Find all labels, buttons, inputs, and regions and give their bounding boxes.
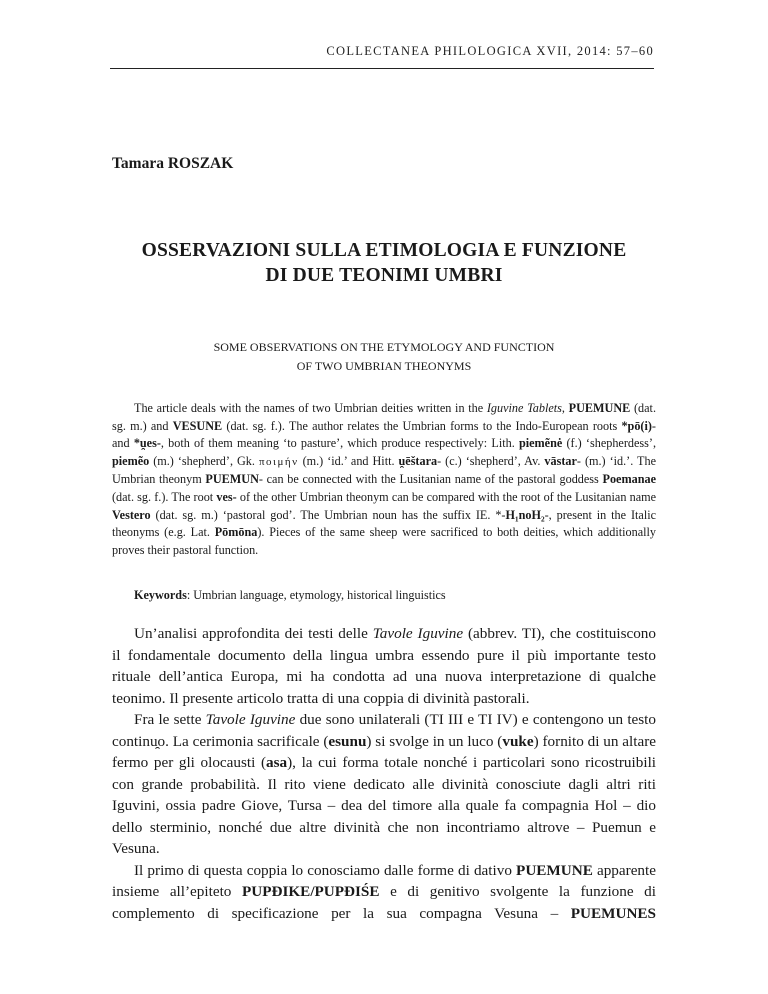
abstract-term: VESUNE xyxy=(172,418,223,433)
body-term: esunu xyxy=(328,732,367,750)
body-text-run: ) si svolge in un luco ( xyxy=(366,732,503,750)
abstract-text: (f.) ‘shepherdess’, xyxy=(562,436,656,451)
abstract-term: piemẽo xyxy=(112,453,150,468)
body-italic: Tavole Iguvine xyxy=(205,711,296,728)
subtitle-line-1: SOME OBSERVATIONS ON THE ETYMOLOGY AND FUNCTION xyxy=(213,340,555,354)
abstract-text: (dat. sg. m.) and xyxy=(112,401,656,433)
abstract-text: - and xyxy=(112,418,656,451)
abstract-term: *u̯es- xyxy=(133,436,161,451)
body-text-run: e di genitivo svolgente la funzione di complemento di specificazione per la sua compagna Vesuna – xyxy=(112,883,656,922)
body-text-run: due sono unilaterali (TI III e TI IV) e contengono un testo continu̯o. La cerimonia sacrificale ( xyxy=(112,711,656,750)
abstract-text: - (m.) ‘id.’. The Umbrian theonym xyxy=(112,453,656,487)
abstract-term: *pō(i) xyxy=(621,418,652,433)
abstract-term: u̯ēštara xyxy=(398,453,438,468)
keywords-label: Keywords xyxy=(134,588,187,602)
abstract-greek: ποιμήν xyxy=(258,455,299,468)
body-text-run: ) fornito di un altare fermo per gli olocausti ( xyxy=(112,732,656,771)
abstract-text: - can be connected with the Lusitanian name of the pastoral goddess xyxy=(258,472,603,487)
body-text-run: Fra le sette xyxy=(134,711,206,728)
subtitle-line-2: OF TWO UMBRIAN THEONYMS xyxy=(296,359,472,373)
abstract-text: (dat. sg. m.) ‘pastoral god’. The Umbrian noun has the suffix IE. *- xyxy=(150,507,506,522)
author-name: Tamara ROSZAK xyxy=(112,155,234,172)
body-paragraph-1 xyxy=(112,623,656,709)
article-title xyxy=(108,238,660,288)
abstract-text: , both of them meaning ‘to pasture’, which produce respectively: Lith. xyxy=(160,436,519,451)
abstract-term: PUEMUN xyxy=(205,472,259,487)
abstract-term: PUEMUNE xyxy=(568,401,631,415)
body-term: asa xyxy=(266,754,288,771)
abstract-term: ves- xyxy=(216,489,237,504)
body-term: PUEMUNE xyxy=(516,861,593,879)
abstract-term: Vestero xyxy=(112,507,151,522)
body-text xyxy=(112,623,656,924)
body-text-run: ), la cui forma totale nonché i particolari sono ricostruibili con grande probabilità. Il rito viene dedicato alle divinità conosciute dagli altri riti Iguvini, ossia padre Giove, Tursa – dea del timore alla quale fa compagnia Hol – dio dello sterminio, nonché due altre divinità che non incontriamo altrove – Puemun e Vesuna. xyxy=(112,754,657,857)
abstract-text: (dat. sg. f.). The author relates the Umbrian forms to the Indo-European roots xyxy=(222,418,622,433)
abstract-text: - (c.) ‘shepherd’, Av. xyxy=(437,453,545,468)
abstract-text: ). Pieces of the same sheep were sacrificed to both deities, which additionally proves their pastoral function. xyxy=(112,525,656,557)
abstract-text: (m.) ‘id.’ and Hitt. xyxy=(298,453,399,468)
running-head: COLLECTANEA PHILOLOGICA XVII, 2014: 57–60 xyxy=(326,44,654,58)
article-subtitle xyxy=(108,338,660,376)
abstract-text: of the other Umbrian theonym can be compared with the root of the Lusitanian name xyxy=(236,489,656,504)
abstract xyxy=(112,400,656,559)
abstract-term: H₁noH₂ xyxy=(505,507,545,522)
header-rule xyxy=(110,68,654,69)
abstract-term: piemẽnė xyxy=(518,436,563,451)
body-text-run: Il primo di questa coppia lo conosciamo dalle forme di dativo xyxy=(134,861,517,879)
abstract-paragraph xyxy=(112,400,656,559)
body-text-run: (abbrev. TI), che costituiscono il fondamentale documento della lingua umbra essendo pure il più importante testo rituale dell’antica Europa, mi ha condotta ad una nuova interpretazione di qualche teonimo. Il presente articolo tratta di una coppia di divinità pastorali. xyxy=(112,625,656,707)
abstract-text: -, present in the Italic theonyms (e.g. Lat. xyxy=(112,507,656,540)
abstract-italic: Iguvine Tablets xyxy=(486,401,562,415)
body-italic: Tavole Iguvine xyxy=(372,625,464,642)
abstract-term: Poemanae xyxy=(602,472,656,487)
body-text-run: apparente insieme all’epiteto xyxy=(112,861,656,900)
abstract-text: , xyxy=(561,401,569,415)
abstract-text: (dat. sg. f.). The root xyxy=(112,489,217,504)
body-paragraph-2 xyxy=(112,709,656,860)
body-term: vuke xyxy=(502,732,534,750)
abstract-text: The article deals with the names of two Umbrian deities written in the xyxy=(134,401,487,415)
keywords-text: : Umbrian language, etymology, historical linguistics xyxy=(186,588,446,602)
title-line-2: DI DUE TEONIMI UMBRI xyxy=(265,265,503,286)
body-paragraph-3 xyxy=(112,860,656,925)
body-text-run: Un’analisi approfondita dei testi delle xyxy=(134,625,373,642)
body-term: PUPĐIKE/PUPĐIŚE xyxy=(241,883,380,900)
title-line-1: OSSERVAZIONI SULLA ETIMOLOGIA E FUNZIONE xyxy=(141,240,627,261)
body-term: PUEMUNES xyxy=(570,904,656,922)
abstract-term: vāstar xyxy=(544,453,577,468)
abstract-term: Pōmōna xyxy=(214,525,258,540)
keywords xyxy=(134,588,656,603)
abstract-text: (m.) ‘shepherd’, Gk. xyxy=(149,453,259,468)
